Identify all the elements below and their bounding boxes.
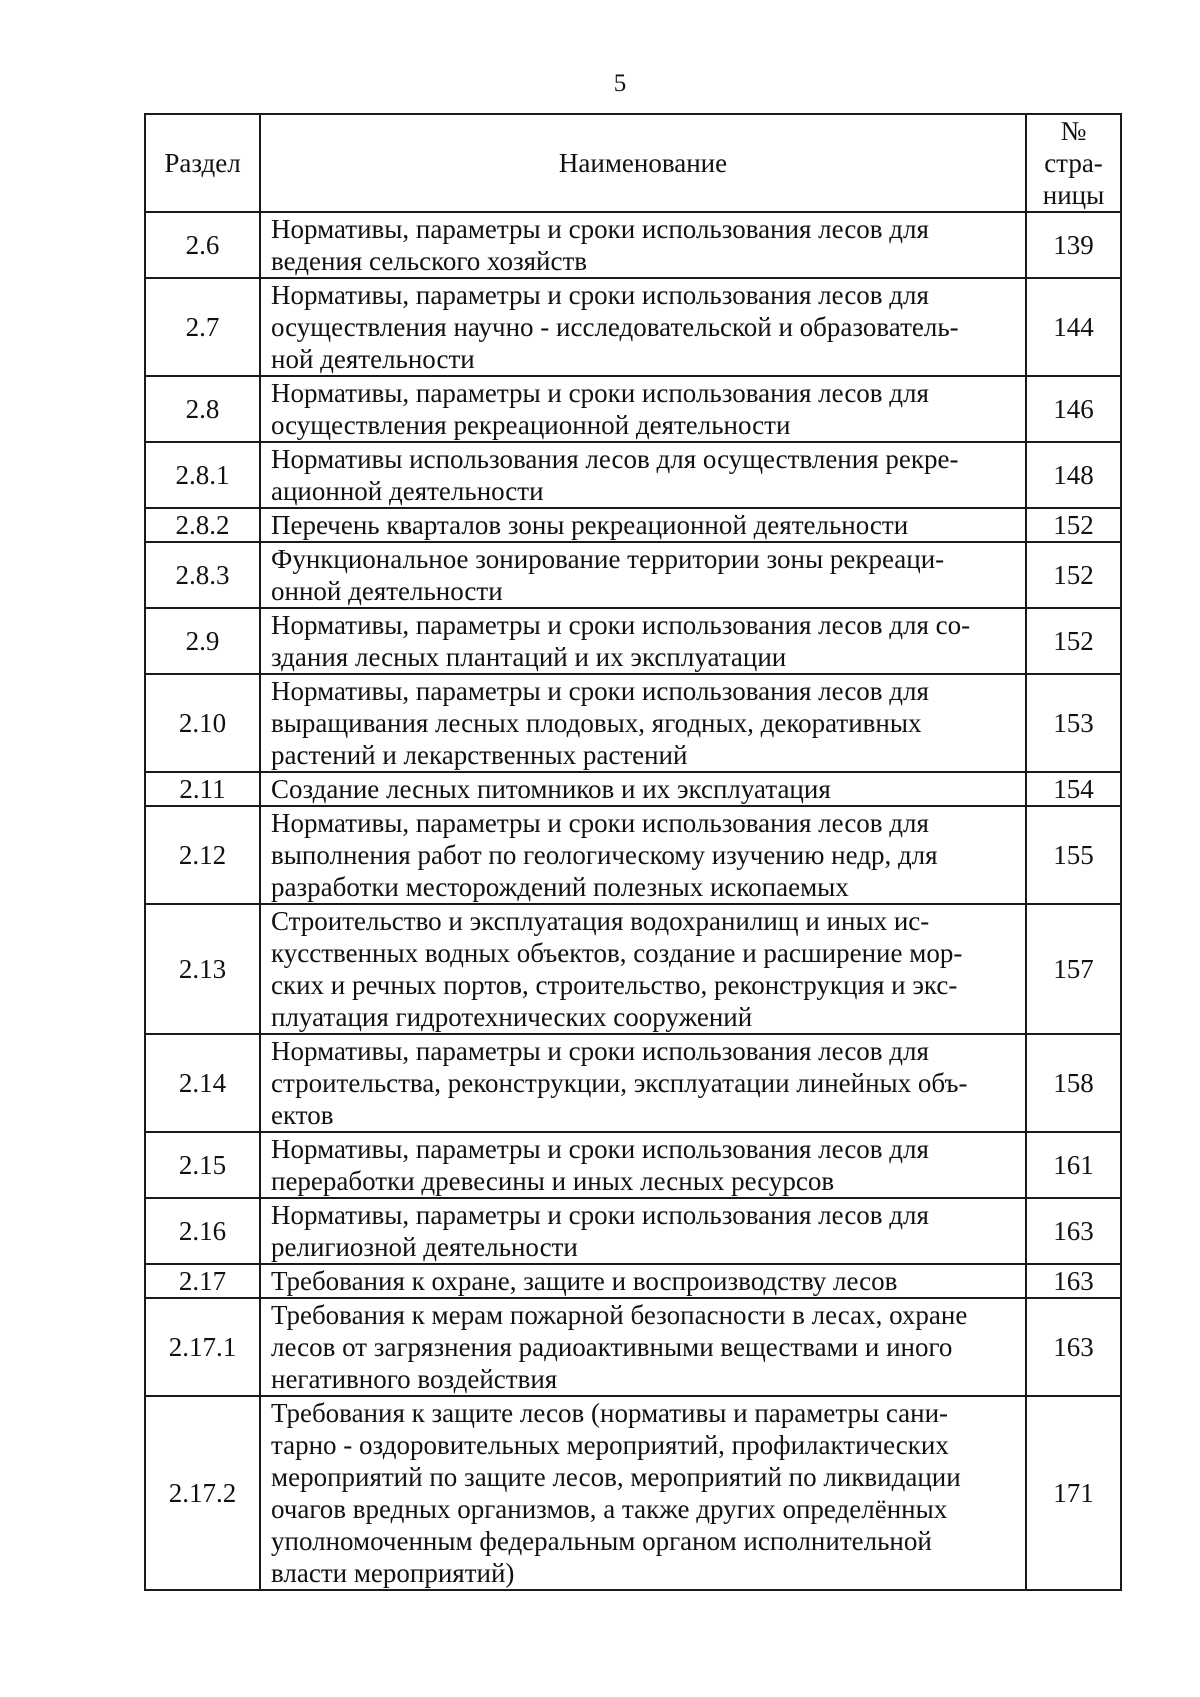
section-number: 2.15 [145,1132,260,1198]
section-title-line: Нормативы, параметры и сроки использования лесов для [271,214,929,244]
section-title [260,904,1026,1034]
table-row [145,1198,1121,1264]
section-title-line: Нормативы, параметры и сроки использования лесов для [271,1200,929,1230]
table-row [145,508,1121,542]
section-title [260,1034,1026,1132]
table-row [145,904,1121,1034]
header-page [1026,114,1121,212]
header-page-line: ницы [1042,180,1105,210]
section-number: 2.13 [145,904,260,1034]
section-title [260,278,1026,376]
section-number: 2.12 [145,806,260,904]
header-row [145,114,1121,212]
section-number: 2.8.1 [145,442,260,508]
section-number: 2.8.2 [145,508,260,542]
section-title-line: лесов от загрязнения радиоактивными веществами и иного [271,1332,953,1362]
section-title [260,1396,1026,1590]
section-title [260,674,1026,772]
table-row [145,674,1121,772]
section-title-line: ектов [271,1100,334,1130]
section-title-line: ационной деятельности [271,476,544,506]
section-title-line: очагов вредных организмов, а также других определённых [271,1494,948,1524]
page-number: 5 [613,70,627,97]
table-row [145,278,1121,376]
header-section: Раздел [145,114,260,212]
section-title [260,376,1026,442]
table-row [145,806,1121,904]
section-title-line: религиозной деятельности [271,1232,578,1262]
section-title-line: Нормативы использования лесов для осуществления рекре- [271,444,959,474]
section-title-line: власти мероприятий) [271,1558,515,1588]
table-row [145,1034,1121,1132]
table-row [145,542,1121,608]
section-title [260,1264,1026,1298]
section-title-line: осуществления рекреационной деятельности [271,410,791,440]
page-ref: 144 [1026,278,1121,376]
section-title [260,442,1026,508]
section-title [260,508,1026,542]
header-name: Наименование [260,114,1026,212]
section-title-line: Строительство и эксплуатация водохранилищ и иных ис- [271,906,930,936]
section-number: 2.9 [145,608,260,674]
section-title [260,212,1026,278]
page-ref: 171 [1026,1396,1121,1590]
section-title-line: здания лесных плантаций и их эксплуатации [271,642,787,672]
section-number: 2.8 [145,376,260,442]
table-row [145,1132,1121,1198]
page-ref: 146 [1026,376,1121,442]
table-row [145,608,1121,674]
section-number: 2.17.2 [145,1396,260,1590]
section-title-line: Нормативы, параметры и сроки использования лесов для со- [271,610,971,640]
section-title-line: строительства, реконструкции, эксплуатации линейных объ- [271,1068,968,1098]
section-title-line: ведения сельского хозяйств [271,246,588,276]
page-ref: 139 [1026,212,1121,278]
table-row [145,772,1121,806]
section-number: 2.16 [145,1198,260,1264]
section-number: 2.8.3 [145,542,260,608]
page-ref: 161 [1026,1132,1121,1198]
page-ref: 152 [1026,508,1121,542]
section-title-line: онной деятельности [271,576,503,606]
section-number: 2.11 [145,772,260,806]
section-title-line: плуатация гидротехнических сооружений [271,1002,753,1032]
section-title [260,1298,1026,1396]
section-number: 2.17.1 [145,1298,260,1396]
section-title-line: тарно - оздоровительных мероприятий, профилактических [271,1430,949,1460]
header-page-line: № [1060,116,1087,146]
section-number: 2.10 [145,674,260,772]
table-row [145,1396,1121,1590]
section-title-line: выполнения работ по геологическому изучению недр, для [271,840,938,870]
page-ref: 148 [1026,442,1121,508]
page-ref: 155 [1026,806,1121,904]
page-ref: 152 [1026,608,1121,674]
section-title-line: Нормативы, параметры и сроки использования лесов для [271,280,929,310]
section-number: 2.7 [145,278,260,376]
section-title-line: растений и лекарственных растений [271,740,688,770]
section-title [260,542,1026,608]
section-title-line: Требования к защите лесов (нормативы и параметры сани- [271,1398,949,1428]
section-title [260,1132,1026,1198]
section-title-line: Нормативы, параметры и сроки использования лесов для [271,1036,929,1066]
table-row [145,1298,1121,1396]
table-row [145,376,1121,442]
page-ref: 163 [1026,1264,1121,1298]
page-ref: 158 [1026,1034,1121,1132]
section-title-line: Нормативы, параметры и сроки использования лесов для [271,676,929,706]
section-title [260,1198,1026,1264]
contents-body [145,212,1121,1590]
section-title [260,772,1026,806]
section-title-line: уполномоченным федеральным органом исполнительной [271,1526,932,1556]
section-title-line: переработки древесины и иных лесных ресурсов [271,1166,835,1196]
header-page-line: стра- [1044,148,1103,178]
section-title-line: ских и речных портов, строительство, реконструкция и экс- [271,970,958,1000]
section-title-line: Нормативы, параметры и сроки использования лесов для [271,378,929,408]
page-ref: 152 [1026,542,1121,608]
section-title-line: негативного воздействия [271,1364,558,1394]
table-row [145,1264,1121,1298]
page-ref: 163 [1026,1298,1121,1396]
page-ref: 163 [1026,1198,1121,1264]
section-number: 2.17 [145,1264,260,1298]
contents-table [144,113,1122,1591]
section-title-line: Нормативы, параметры и сроки использования лесов для [271,808,929,838]
section-title-line: Перечень кварталов зоны рекреационной деятельности [271,510,909,540]
section-title-line: Создание лесных питомников и их эксплуатация [271,774,831,804]
section-title-line: разработки месторождений полезных ископаемых [271,872,849,902]
page-ref: 153 [1026,674,1121,772]
section-title-line: кусственных водных объектов, создание и расширение мор- [271,938,963,968]
section-title-line: Требования к мерам пожарной безопасности в лесах, охране [271,1300,968,1330]
section-title-line: Функциональное зонирование территории зоны рекреаци- [271,544,945,574]
section-number: 2.6 [145,212,260,278]
section-title [260,806,1026,904]
section-title-line: Требования к охране, защите и воспроизводству лесов [271,1266,898,1296]
section-title [260,608,1026,674]
section-title-line: осуществления научно - исследовательской и образователь- [271,312,959,342]
page-ref: 157 [1026,904,1121,1034]
section-title-line: мероприятий по защите лесов, мероприятий по ликвидации [271,1462,961,1492]
section-title-line: ной деятельности [271,344,475,374]
section-title-line: Нормативы, параметры и сроки использования лесов для [271,1134,929,1164]
table-row [145,442,1121,508]
table-row [145,212,1121,278]
section-title-line: выращивания лесных плодовых, ягодных, декоративных [271,708,922,738]
page-ref: 154 [1026,772,1121,806]
section-number: 2.14 [145,1034,260,1132]
